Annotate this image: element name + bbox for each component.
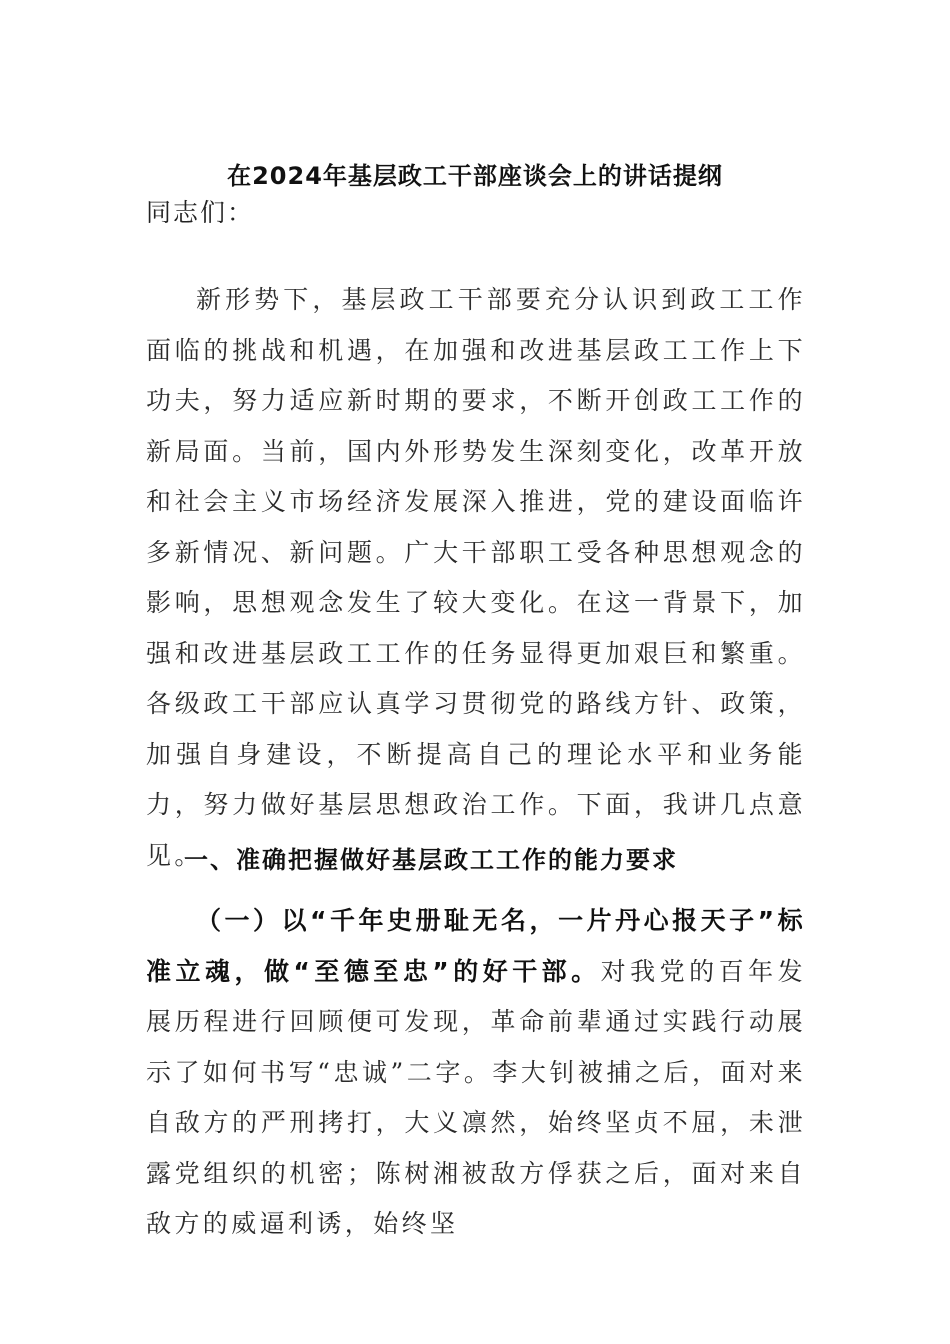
subsection-heading-1: （一）以“千年史册耻无名，一片丹心报天子”标准立魂，做“至德至忠”的好干部。 <box>146 906 806 986</box>
intro-paragraph: 新形势下，基层政工干部要充分认识到政工工作面临的挑战和机遇，在加强和改进基层政工工作上下功夫，努力适应新时期的要求，不断开创政工工作的新局面。当前，国内外形势发生深刻变化，改革开放和社会主义市场经济发展深入推进，党的建设面临许多新情况、新问题。广大干部职工受各种思想观念的影响，思想观念发生了较大变化。在这一背景下，加强和改进基层政工工作的任务显得更加艰巨和繁重。各级政工干部应认真学习贯彻党的路线方针、政策，加强自身建设，不断提高自己的理论水平和业务能力，努力做好基层思想政治工作。下面，我讲几点意见。 <box>146 285 806 870</box>
section-heading-1: 一、准确把握做好基层政工工作的能力要求 <box>184 846 678 874</box>
salutation: 同志们： <box>146 198 255 227</box>
subsection-paragraph-1 <box>146 896 806 1250</box>
document-title: 在2024年基层政工干部座谈会上的讲话提纲 <box>227 162 723 190</box>
subsection-body-1: 对我党的百年发展历程进行回顾便可发现，革命前辈通过实践行动展示了如何书写“忠诚”二字。李大钊被捕之后，面对来自敌方的严刑拷打，大义凛然，始终坚贞不屈，未泄露党组织的机密；陈树湘被敌方俘获之后，面对来自敌方的威逼利诱，始终坚 <box>146 956 806 1238</box>
